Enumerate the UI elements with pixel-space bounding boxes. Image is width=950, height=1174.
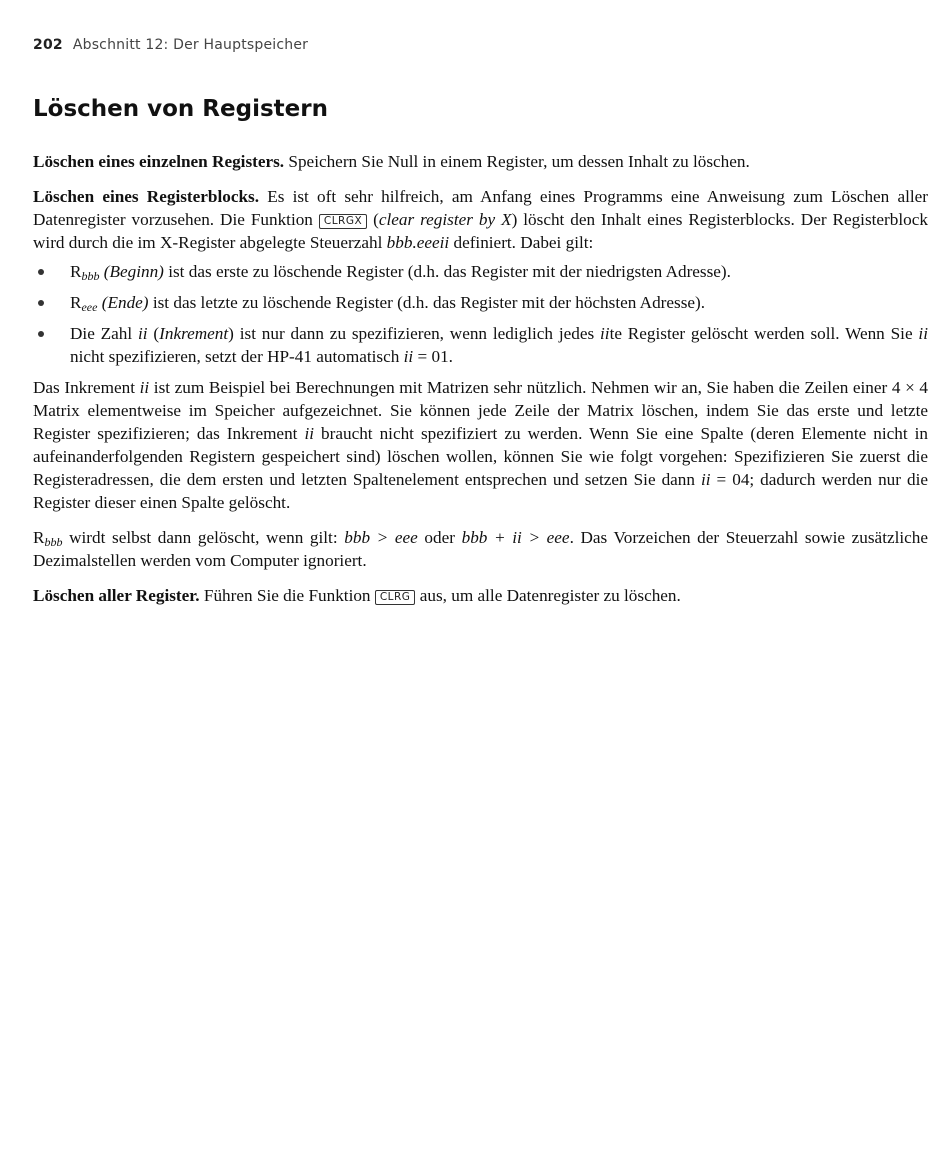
clrgx-key: CLRGX [319,214,367,229]
paragraph-text: aus, um alle Datenregister zu löschen. [415,586,681,605]
bullet-term: (Beginn) [103,262,164,281]
paragraph-text: Führen Sie die Funktion [199,586,375,605]
bullet-text: te Register gelöscht werden soll. Wenn Sie [609,324,919,343]
body-text [33,150,928,619]
bullet-term: ii [600,324,610,343]
bullet-text: ist das letzte zu löschende Register (d.h. das Register mit der höchsten Adresse). [148,293,706,312]
paragraph-text: = 04; dadurch werden nur die Register dieser einen Spalte gelöscht. [33,470,928,512]
paragraph-lead: Löschen eines einzelnen Registers. [33,152,285,171]
increment-term: ii [700,470,711,489]
bullet-term: ii [403,347,414,366]
paragraph-single-register [33,150,928,173]
bullet-text: = 01. [413,347,453,366]
bullet-text: nicht spezifizieren, setzt der HP-41 automatisch [70,347,404,366]
paragraph-text: wirdt selbst dann gelöscht, wenn gilt: [62,528,345,547]
bullet-text: ) ist nur dann zu spezifizieren, wenn lediglich jedes [228,324,600,343]
paragraph-text: . Das Vorzeichen der Steuerzahl sowie zusätzliche Dezimalstellen werden vom Computer ignoriert. [33,528,928,570]
bullet-end [33,291,928,314]
bullet-term: Inkrement [159,324,229,343]
condition-expression: bbb > eee [344,528,418,547]
paragraph-text: Speichern Sie Null in einem Register, um dessen Inhalt zu löschen. [284,152,750,171]
increment-term: ii [139,378,150,397]
paragraph-text: definiert. Dabei gilt: [449,233,594,252]
function-description: clear register by X [378,210,512,229]
register-symbol: R [70,293,82,312]
bullet-text: Die Zahl [70,324,138,343]
control-number: bbb.eeeii [386,233,450,252]
clrg-key: CLRG [375,590,416,605]
register-subscript: eee [81,300,98,314]
paragraph-clear-all [33,584,928,607]
running-header [33,37,308,53]
section-title: Löschen von Registern [33,96,328,122]
bullet-term: ii [918,324,928,343]
paragraph-text: braucht nicht spezifiziert zu werden. Wenn Sie eine Spalte (deren Elemente nicht in aufeinanderfolgenden Registern gespeichert sind) löschen wollen, können Sie wie folgt vorgehen: Spezifizieren Sie zuerst die Registeradressen, die dem ersten und letzten Spaltenelement entsprechen und setzen Sie dann [33,424,928,489]
register-symbol: R [70,262,82,281]
paragraph-text: oder [417,528,462,547]
bullet-list [33,260,928,368]
bullet-text: ist das erste zu löschende Register (d.h. das Register mit der niedrigsten Adresse). [163,262,731,281]
paragraph-text: Es ist oft sehr hilfreich, am Anfang eines Programms eine Anweisung zum Löschen aller Datenregister vorzusehen. Die Funktion [33,187,928,229]
increment-term: ii [304,424,315,443]
bullet-begin [33,260,928,283]
bullet-increment [33,322,928,368]
paragraph-lead: Löschen eines Registerblocks. [33,187,259,206]
paragraph-rbbb-note [33,526,928,572]
register-subscript: bbb [44,535,63,549]
bullet-text: ( [147,324,160,343]
paragraph-text: ( [367,210,379,229]
paragraph-register-block [33,185,928,254]
register-symbol: R [33,528,45,547]
bullet-term: ii [138,324,148,343]
chapter-title: Abschnitt 12: Der Hauptspeicher [72,37,309,53]
paragraph-text: ) löscht den Inhalt eines Registerblocks. Der Registerblock wird durch die im X-Register abgelegte Steuerzahl [33,210,928,252]
paragraph-lead: Löschen aller Register. [33,586,200,605]
bullet-term: (Ende) [101,293,149,312]
condition-expression: bbb + ii > eee [461,528,570,547]
paragraph-increment-example [33,376,928,514]
paragraph-text: ist zum Beispiel bei Berechnungen mit Matrizen sehr nützlich. Nehmen wir an, Sie haben die Zeilen einer 4 × 4 Matrix elementweise im Speicher aufgezeichnet. Sie können jede Zeile der Matrix löschen, indem Sie das erste und letzte Register spezifizieren; das Inkrement [33,378,928,443]
register-subscript: bbb [81,269,100,283]
page-number: 202 [33,37,63,53]
paragraph-text: Das Inkrement [33,378,140,397]
